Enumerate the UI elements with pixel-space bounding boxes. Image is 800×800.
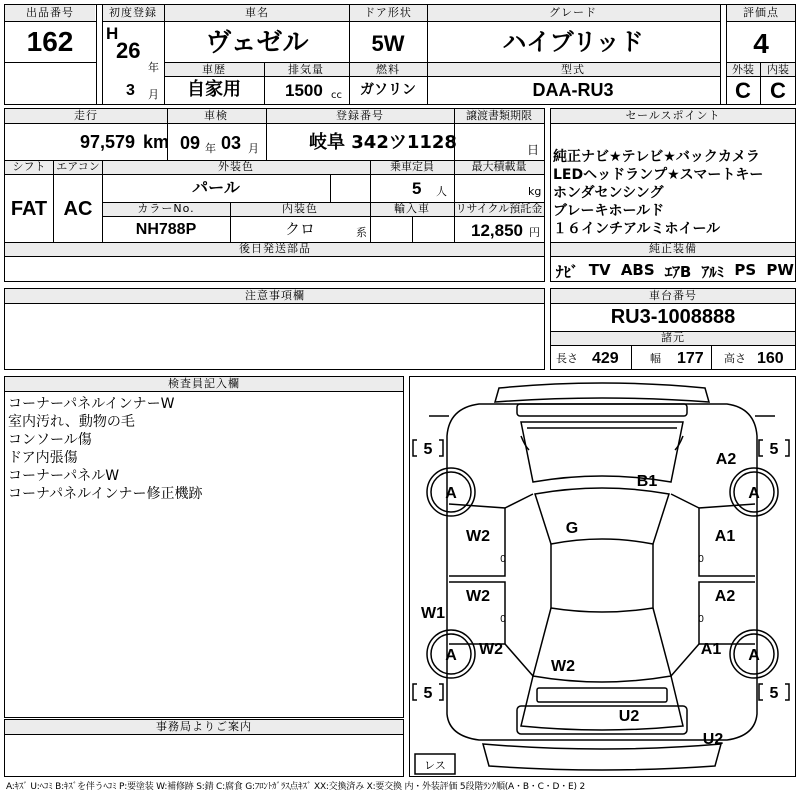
mark-w2-rear-left: W2 (466, 588, 490, 605)
grade-label: グレード (549, 6, 597, 19)
door-type: 5W (371, 31, 405, 56)
mark-w2-rear: W2 (551, 658, 575, 675)
plate-label: 登録番号 (336, 109, 384, 122)
inspection-label: 車検 (204, 109, 228, 122)
tread-left-front: 5 (423, 441, 433, 458)
capacity: 5 (412, 179, 422, 198)
equipment-item: ｱﾙﾐ (701, 263, 725, 281)
car-name: ヴェゼル (205, 28, 309, 58)
recycle-unit: 円 (529, 226, 540, 239)
length-label: 長さ (556, 352, 578, 365)
inspector-remark-line: コンソール傷 (8, 432, 92, 448)
interior-color: クロ (284, 220, 316, 238)
recycle-fee: 12,850 (471, 221, 523, 240)
sales-point-line: LEDヘッドランプ★スマートキー (553, 167, 764, 183)
sales-point-line: ブレーキホールド (553, 203, 665, 219)
inspection-year-unit: 年 (205, 142, 216, 155)
mark-w1: W1 (421, 605, 445, 622)
inspector-remark-line: ドア内張傷 (8, 450, 78, 466)
first-registration-month: 3 (126, 82, 135, 99)
score-label: 評価点 (743, 6, 779, 19)
chassis-number: RU3-1008888 (610, 306, 736, 328)
inspector-remark-line: コーナーパネルインナーW (8, 396, 175, 412)
month-unit: 月 (148, 88, 159, 101)
fuel-label: 燃料 (376, 63, 400, 76)
era: H (106, 24, 119, 43)
mark-a1-front-right: A1 (714, 528, 736, 545)
inspector-label: 検査員記入欄 (168, 377, 240, 390)
transfer-deadline-label: 譲渡書類期限 (466, 109, 532, 122)
wheel-mark-rear-left: A (445, 647, 457, 664)
equipment-item: ﾅﾋﾞ (556, 263, 579, 281)
color-number: NH788P (135, 221, 197, 238)
equipment-item: ABS (620, 261, 655, 279)
exterior-color: パール (192, 178, 240, 197)
interior-color-unit: 系 (356, 226, 367, 239)
wheel-mark-rear-right: A (748, 647, 760, 664)
spare-tire-label: レス (424, 760, 446, 772)
displacement: 1500 (285, 81, 323, 100)
inspector-remark-line: コーナーパネルW (8, 468, 120, 484)
mark-g: G (565, 520, 579, 537)
capacity-unit: 人 (436, 185, 447, 198)
displacement-label: 排気量 (288, 63, 324, 76)
wheel-mark-front-left: A (445, 485, 457, 502)
door-type-label: ドア形状 (364, 6, 412, 19)
mileage-unit: km (143, 132, 170, 152)
interior-color-label: 内装色 (282, 202, 318, 215)
legend: A:ｷｽﾞ U:ﾍｺﾐ B:ｷｽﾞを伴うﾍｺﾐ P:要塗装 W:補修跡 S:錆 C:腐食 G:ﾌﾛﾝﾄｶﾞﾗｽ点ｷｽﾞ XX:交換済み X:要交換 内・外装評価 5段階ﾗﾝｸ順(A・B・C・D・E) 2 (6, 782, 585, 792)
aircon: AC (63, 198, 93, 220)
mark-a2-rear-right: A2 (714, 588, 736, 605)
equipment-item: TV (588, 261, 611, 279)
mark-w2-front-left: W2 (466, 528, 490, 545)
tread-left-rear: 5 (423, 685, 433, 702)
history: 自家用 (187, 79, 241, 100)
lot-number-label: 出品番号 (26, 6, 74, 19)
first-registration-year: 26 (116, 38, 141, 63)
length-value: 429 (592, 350, 619, 367)
car-name-label: 車名 (245, 6, 269, 19)
shift: FAT (10, 198, 48, 220)
mark-a1-lower-right: A1 (700, 641, 722, 658)
grade: ハイブリッド (502, 28, 644, 56)
exterior-grade-label: 外装 (732, 63, 754, 76)
plate: 岐阜 342ツ1128 (309, 132, 457, 153)
inspector-remarks (8, 395, 202, 503)
sales-points-label: セールスポイント (625, 109, 721, 122)
max-load-unit: kg (528, 185, 542, 198)
wheel-mark-front-right: A (748, 485, 760, 502)
sales-point-line: ホンダセンシング (553, 185, 664, 201)
height-value: 160 (757, 350, 784, 367)
standard-equipment-label: 純正装備 (649, 242, 697, 255)
import-label: 輸入車 (394, 202, 430, 215)
inspection-month: 03 (221, 133, 242, 153)
damage-diagram (409, 376, 796, 777)
office-notice-label: 事務局よりご案内 (156, 720, 252, 733)
model-code-label: 型式 (561, 63, 585, 76)
exterior-grade: C (735, 78, 751, 103)
mark-w2-lower-left: W2 (479, 641, 503, 658)
displacement-unit: cc (331, 90, 342, 101)
capacity-label: 乗車定員 (390, 160, 434, 173)
mileage: 97,579 (80, 132, 136, 152)
interior-grade-label: 内装 (767, 63, 789, 76)
inspector-remark-line: コーナパネルインナー修正機跡 (8, 486, 203, 502)
color-number-label: カラーNo. (137, 202, 195, 215)
sales-point-line: 純正ナビ★テレビ★バックカメラ (553, 149, 760, 165)
inspector-remark-line: 室内汚れ、動物の毛 (8, 414, 135, 430)
fuel: ガソリン (360, 82, 416, 98)
later-parts-label: 後日発送部品 (239, 242, 311, 255)
small-mark-c: 0 (500, 614, 506, 625)
specs-label: 諸元 (661, 331, 685, 344)
shift-label: シフト (12, 160, 46, 173)
history-label: 車歴 (202, 63, 226, 76)
small-mark-a: 0 (500, 554, 506, 565)
chassis-number-label: 車台番号 (649, 289, 697, 302)
tread-right-rear: 5 (769, 685, 779, 702)
max-load-label: 最大積載量 (471, 160, 527, 173)
mark-a2-front: A2 (715, 451, 737, 468)
exterior-color-label: 外装色 (218, 160, 254, 173)
sales-points-list (553, 148, 763, 238)
inspection-year: 09 (180, 133, 201, 153)
small-mark-b: 0 (698, 554, 704, 565)
mark-b1: B1 (636, 473, 658, 490)
mark-u2-bumper: U2 (618, 708, 640, 725)
model-code: DAA-RU3 (532, 80, 614, 100)
mileage-label: 走行 (74, 109, 98, 122)
score: 4 (753, 28, 769, 59)
tread-right-front: 5 (769, 441, 779, 458)
standard-equipment-list (556, 261, 794, 282)
notes-label: 注意事項欄 (245, 289, 305, 302)
height-label: 高さ (724, 352, 746, 365)
aircon-label: エアコン (56, 160, 100, 173)
width-value: 177 (677, 350, 704, 367)
equipment-item: ｴｱB (664, 263, 692, 281)
lot-number: 162 (26, 26, 74, 57)
small-mark-d: 0 (698, 614, 704, 625)
mark-u2-outside: U2 (702, 731, 724, 748)
first-registration-label: 初度登録 (109, 6, 157, 19)
transfer-deadline-unit: 日 (527, 143, 540, 157)
equipment-item: PW (766, 261, 794, 279)
equipment-item: PS (734, 261, 757, 279)
recycle-label: リサイクル預託金 (455, 202, 543, 215)
sales-point-line: １６インチアルミホイール (553, 221, 721, 237)
interior-grade: C (770, 78, 786, 103)
year-unit: 年 (148, 61, 159, 74)
inspection-month-unit: 月 (248, 142, 259, 155)
width-label: 幅 (650, 352, 661, 365)
